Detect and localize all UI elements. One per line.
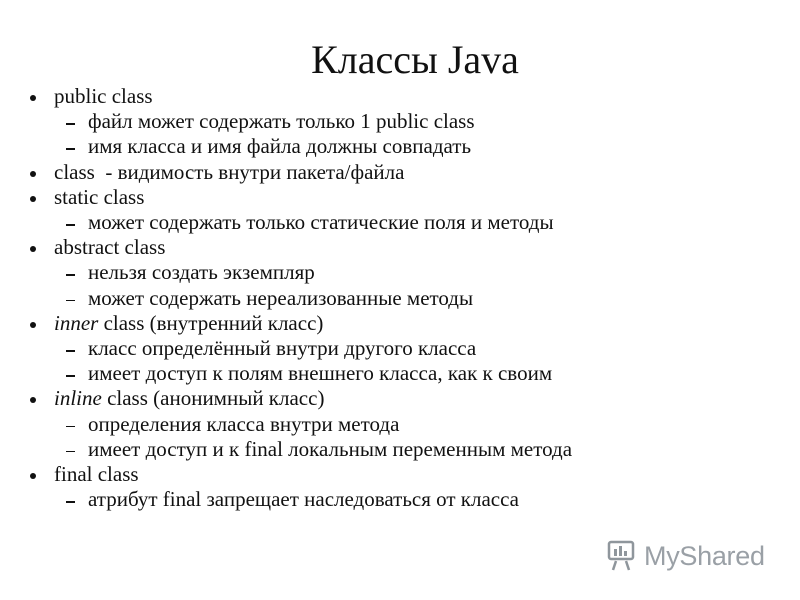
dash-icon bbox=[66, 451, 75, 453]
bullet-item bbox=[28, 84, 778, 109]
myshared-logo-icon bbox=[606, 539, 640, 573]
bullet-item bbox=[28, 185, 778, 210]
dash-icon bbox=[66, 148, 75, 150]
sub-bullet-text: имеет доступ к полям внешнего класса, как к своим bbox=[88, 361, 553, 386]
sub-bullet-text: имеет доступ и к final локальным переменным метода bbox=[88, 436, 573, 461]
bullet-item bbox=[28, 160, 778, 185]
bullet-text: static class bbox=[54, 184, 145, 209]
bullet-text: abstract class bbox=[54, 235, 166, 260]
bullet-keyword: inline bbox=[54, 386, 102, 411]
sub-bullet-item bbox=[28, 412, 778, 437]
sub-bullet-item bbox=[28, 134, 778, 159]
sub-bullet-text: определения класса внутри метода bbox=[88, 411, 400, 436]
bullet-dot-icon bbox=[30, 322, 36, 328]
sub-bullet-text: атрибут final запрещает наследоваться от класса bbox=[88, 487, 519, 512]
bullet-item bbox=[28, 235, 778, 260]
dash-icon bbox=[66, 375, 75, 377]
sub-bullet-item bbox=[28, 109, 778, 134]
dash-icon bbox=[66, 501, 75, 503]
dash-icon bbox=[66, 300, 75, 302]
sub-bullet-text: класс определённый внутри другого класса bbox=[88, 336, 477, 361]
sub-bullet-item bbox=[28, 361, 778, 386]
bullet-text: class (внутренний класс) bbox=[98, 310, 324, 335]
dash-icon bbox=[66, 350, 75, 352]
bullet-text: class (анонимный класс) bbox=[101, 386, 325, 411]
sub-bullet-item bbox=[28, 487, 778, 512]
bullet-dot-icon bbox=[30, 196, 36, 202]
bullet-dot-icon bbox=[30, 171, 36, 177]
bullet-text: final class bbox=[54, 462, 139, 487]
bullet-dot-icon bbox=[30, 246, 36, 252]
bullet-item bbox=[28, 462, 778, 487]
sub-bullet-text: может содержать только статические поля и методы bbox=[88, 210, 554, 235]
sub-bullet-item bbox=[28, 336, 778, 361]
bullet-keyword: inner bbox=[54, 310, 99, 335]
dash-icon bbox=[66, 123, 75, 125]
dash-icon bbox=[66, 274, 75, 276]
sub-bullet-text: может содержать нереализованные методы bbox=[88, 285, 474, 310]
sub-bullet-item bbox=[28, 437, 778, 462]
bullet-text: class - видимость внутри пакета/файла bbox=[54, 159, 405, 184]
sub-bullet-text: нельзя создать экземпляр bbox=[88, 260, 315, 285]
watermark-text: MyShared bbox=[644, 540, 765, 571]
dash-icon bbox=[66, 426, 75, 428]
sub-bullet-item bbox=[28, 260, 778, 285]
dash-icon bbox=[66, 224, 75, 226]
bullet-text: public class bbox=[54, 84, 153, 108]
sub-bullet-item bbox=[28, 210, 778, 235]
bullet-dot-icon bbox=[30, 473, 36, 479]
watermark bbox=[606, 536, 776, 576]
bullet-item bbox=[28, 386, 778, 411]
sub-bullet-item bbox=[28, 286, 778, 311]
bullet-dot-icon bbox=[30, 397, 36, 403]
bullet-list bbox=[28, 84, 778, 512]
slide-title: Классы Java bbox=[311, 37, 519, 82]
bullet-dot-icon bbox=[30, 95, 36, 101]
sub-bullet-text: имя класса и имя файла должны совпадать bbox=[88, 134, 472, 159]
sub-bullet-text: файл может содержать только 1 public class bbox=[88, 109, 475, 134]
bullet-item bbox=[28, 311, 778, 336]
